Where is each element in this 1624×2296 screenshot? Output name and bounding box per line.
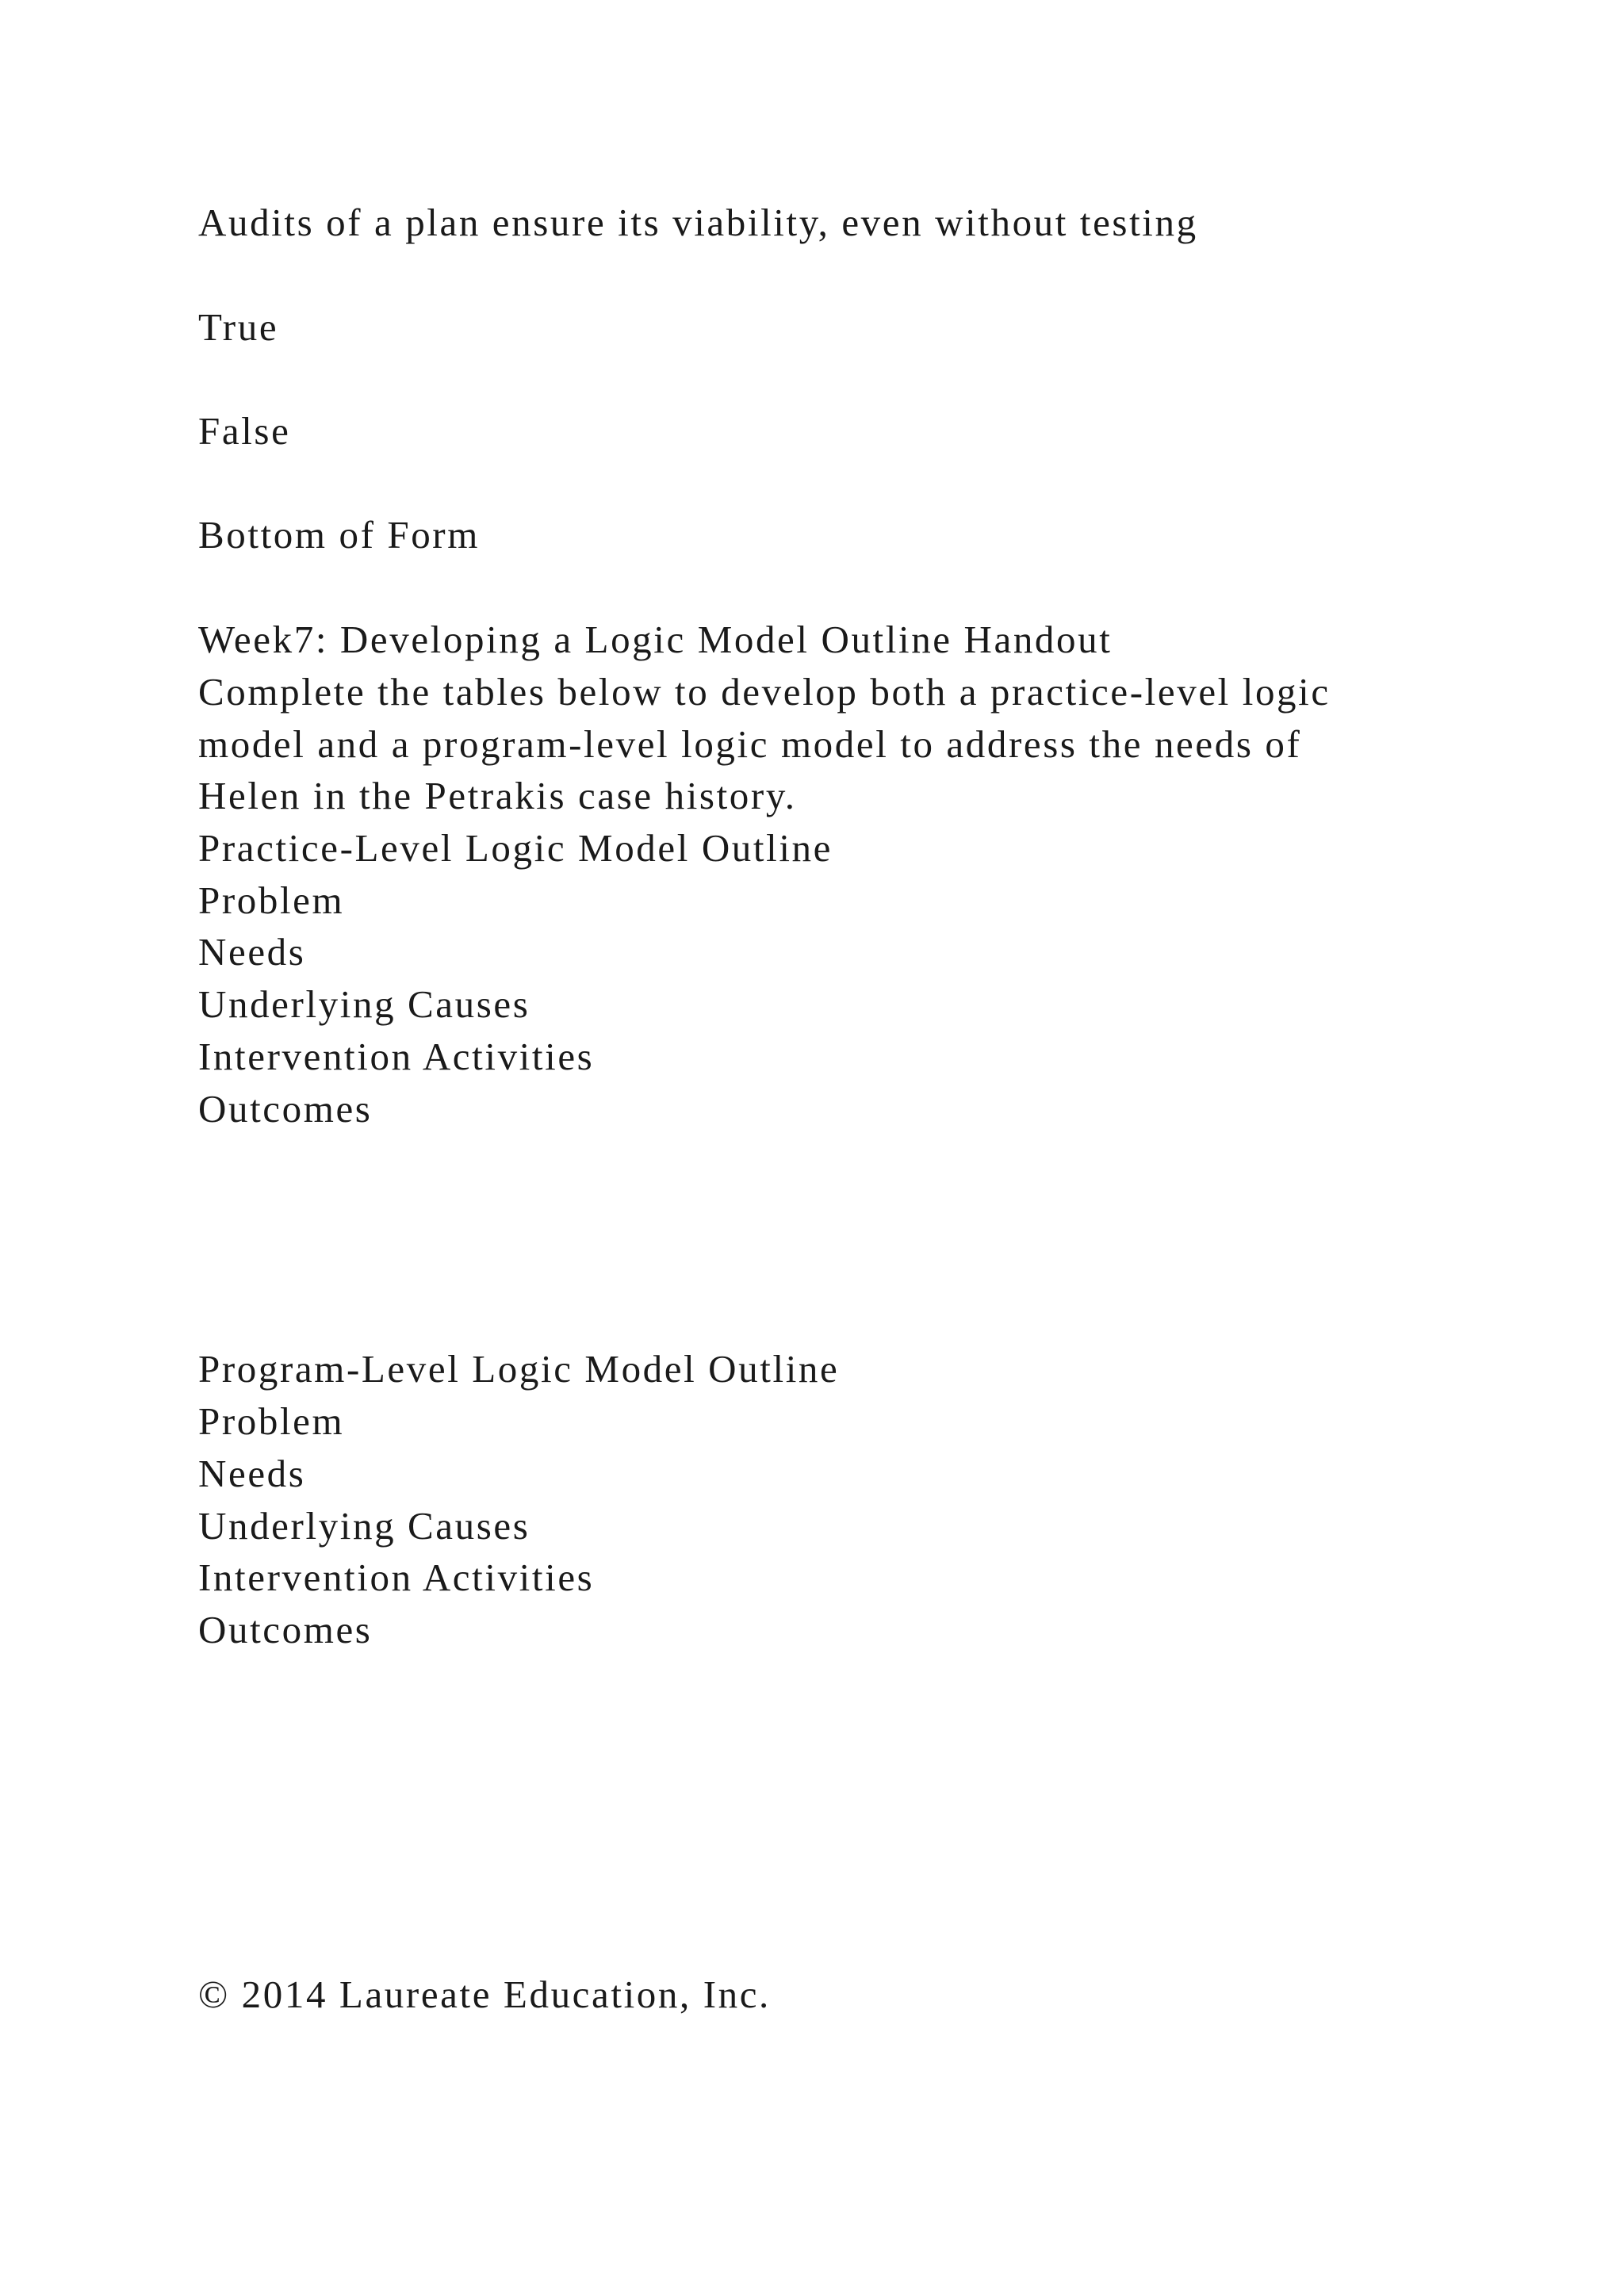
form-end-label: Bottom of Form (198, 513, 480, 557)
program-row-outcomes: Outcomes (198, 1608, 373, 1651)
copyright-notice: © 2014 Laureate Education, Inc. (198, 1973, 771, 2016)
program-heading: Program-Level Logic Model Outline (198, 1347, 840, 1391)
program-row-causes: Underlying Causes (198, 1504, 530, 1548)
practice-row-needs: Needs (198, 930, 306, 974)
practice-row-problem: Problem (198, 878, 345, 922)
instructions-line-3: Helen in the Petrakis case history. (198, 774, 797, 817)
practice-row-causes: Underlying Causes (198, 982, 530, 1026)
instructions-line-2: model and a program-level logic model to address the needs of (198, 722, 1302, 766)
program-row-activities: Intervention Activities (198, 1556, 595, 1599)
program-row-needs: Needs (198, 1452, 306, 1495)
practice-row-activities: Intervention Activities (198, 1035, 595, 1078)
quiz-question: Audits of a plan ensure its viability, even without testing (198, 201, 1198, 244)
program-row-problem: Problem (198, 1399, 345, 1443)
option-false: False (198, 409, 291, 453)
instructions-line-1: Complete the tables below to develop both a practice-level logic (198, 670, 1331, 714)
handout-title: Week7: Developing a Logic Model Outline Handout (198, 618, 1113, 661)
practice-heading: Practice-Level Logic Model Outline (198, 826, 833, 870)
practice-row-outcomes: Outcomes (198, 1087, 373, 1131)
option-true: True (198, 305, 279, 349)
